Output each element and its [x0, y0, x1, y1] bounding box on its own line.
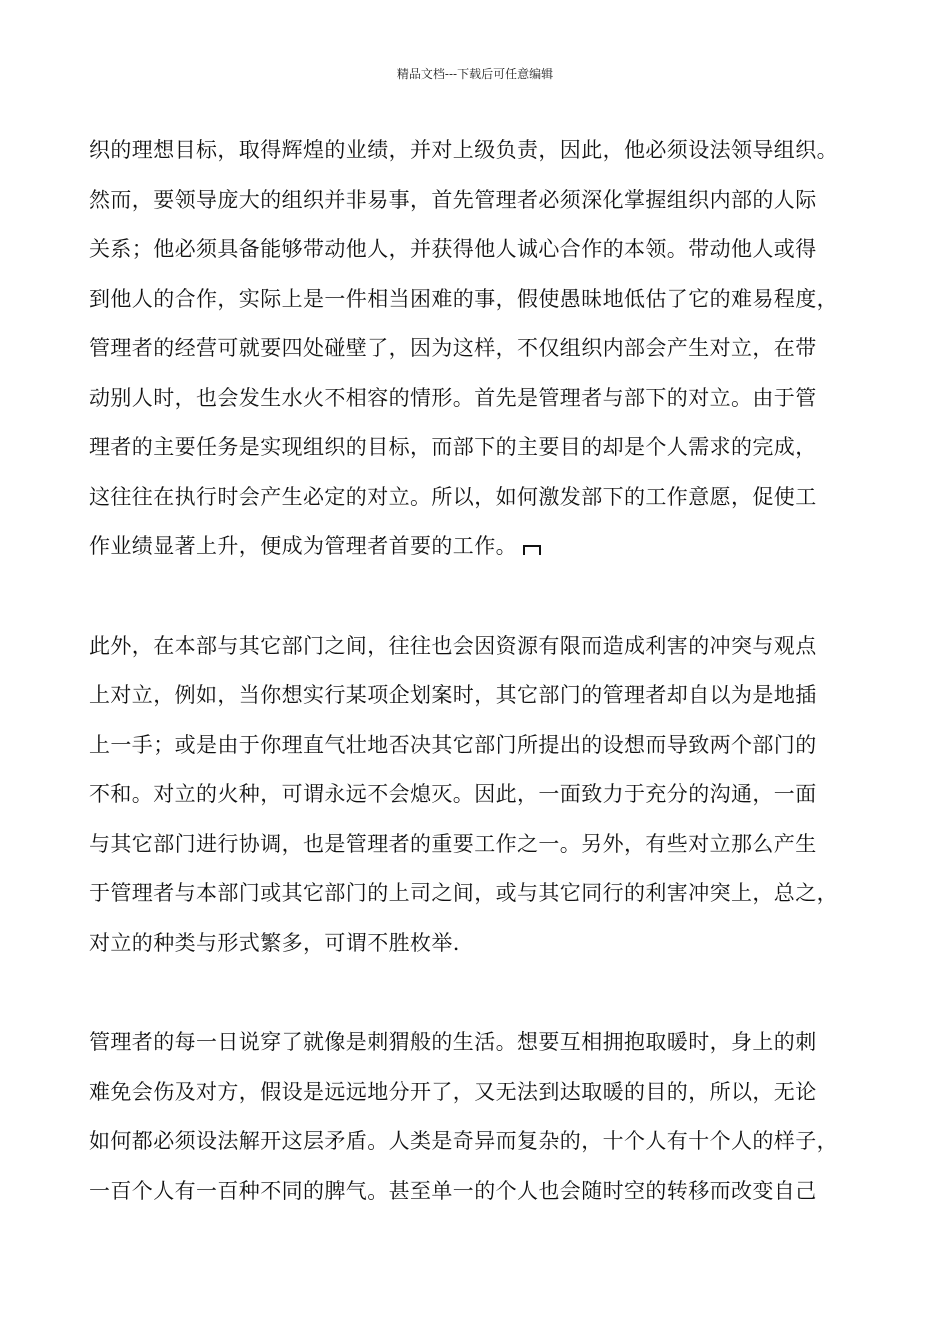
text-line: 管理者的每一日说穿了就像是刺猬般的生活。想要互相拥抱取暖时，身上的刺 [89, 1030, 817, 1054]
text-line: 一百个人有一百种不同的脾气。甚至单一的个人也会随时空的转移而改变自己 [89, 1178, 817, 1203]
text-line: 此外，在本部与其它部门之间，往往也会因资源有限而造成利害的冲突与观点 [89, 633, 817, 658]
paragraph-gap [89, 968, 879, 1018]
page-header: 精品文档---下载后可任意编辑 [396, 67, 554, 81]
bracket-mark-icon [523, 545, 541, 555]
text-line-last [89, 522, 879, 572]
text-line: 对立的种类与形式繁多，可谓不胜枚举. [89, 930, 460, 955]
text-line: 然而，要领导庞大的组织并非易事，首先管理者必须深化掌握组织内部的人际 [89, 187, 817, 212]
document-body [89, 126, 879, 1216]
paragraph-3 [89, 1018, 879, 1216]
text-line-content: 作业绩显著上升，便成为管理者首要的工作。 [89, 534, 517, 558]
text-line: 上一手；或是由于你理直气壮地否决其它部门所提出的设想而导致两个部门的 [89, 732, 817, 757]
text-line: 如何都必须设法解开这层矛盾。人类是奇异而复杂的，十个人有十个人的样子， [89, 1129, 838, 1153]
text-line: 理者的主要任务是实现组织的目标，而部下的主要目的却是个人需求的完成， [89, 435, 817, 459]
paragraph-gap [89, 572, 879, 622]
text-line: 这往往在执行时会产生必定的对立。所以，如何激发部下的工作意愿，促使工 [89, 484, 817, 509]
text-line: 与其它部门进行协调，也是管理者的重要工作之一。另外，有些对立那么产生 [89, 831, 817, 856]
text-line: 关系；他必须具备能够带动他人，并获得他人诚心合作的本领。带动他人或得 [89, 237, 817, 261]
text-line: 上对立，例如，当你想实行某项企划案时，其它部门的管理者却自以为是地插 [89, 683, 817, 707]
paragraph-1 [89, 126, 879, 572]
text-line: 织的理想目标，取得辉煌的业绩，并对上级负责，因此，他必须设法领导组织。 [89, 138, 838, 162]
text-line: 难免会伤及对方，假设是远远地分开了，又无法到达取暖的目的，所以，无论 [89, 1079, 817, 1104]
text-line: 于管理者与本部门或其它部门的上司之间，或与其它同行的利害冲突上，总之， [89, 881, 838, 905]
paragraph-2 [89, 622, 879, 969]
text-line: 不和。对立的火种，可谓永远不会熄灭。因此，一面致力于充分的沟通，一面 [89, 782, 817, 806]
text-line: 动别人时，也会发生水火不相容的情形。首先是管理者与部下的对立。由于管 [89, 385, 817, 410]
text-line: 管理者的经营可就要四处碰壁了，因为这样，不仅组织内部会产生对立，在带 [89, 336, 817, 360]
text-line: 到他人的合作，实际上是一件相当困难的事，假使愚昧地低估了它的难易程度， [89, 286, 838, 311]
